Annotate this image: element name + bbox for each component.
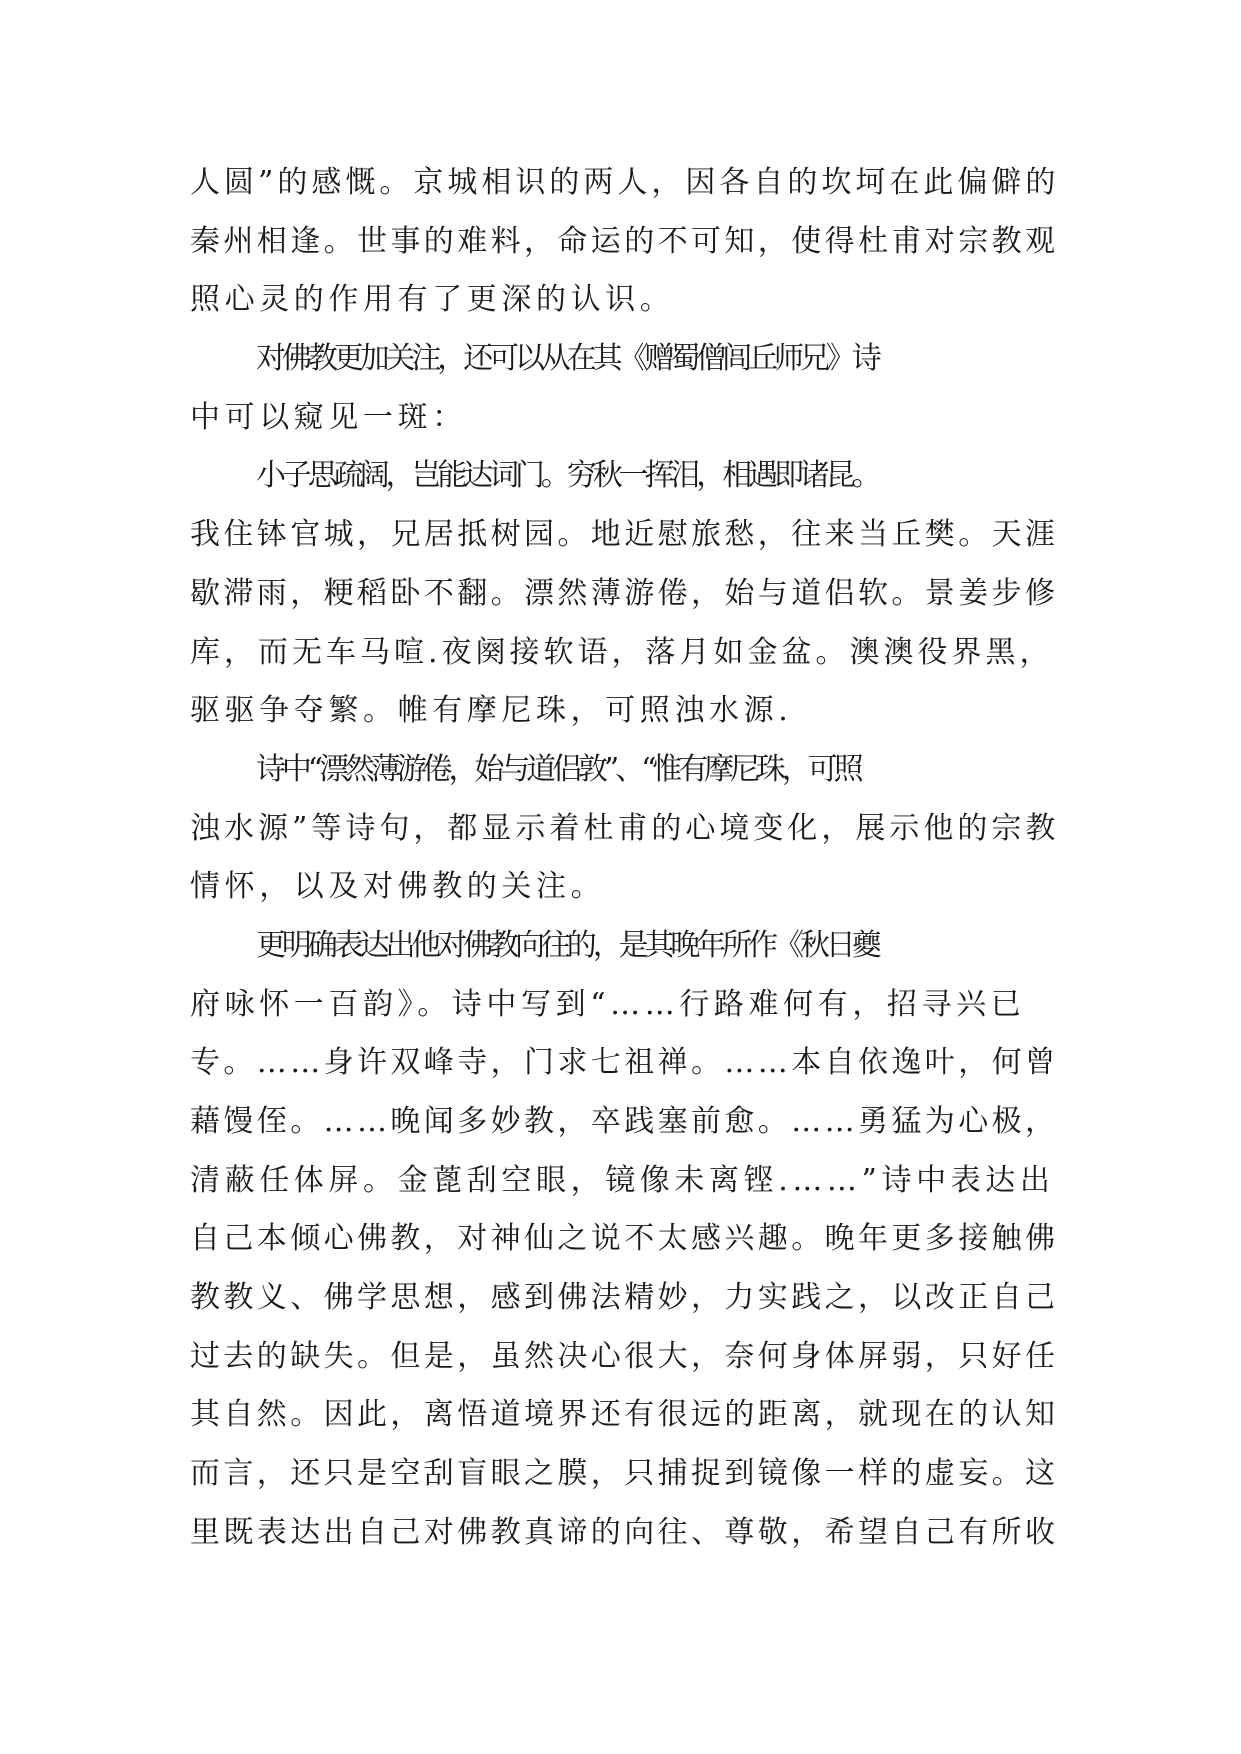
text-line: 中可以窥见一斑： [190,399,467,435]
text-line: 我住钵官城，兄居抵树园。地近慰旅愁，往来当丘樊。天涯 [190,517,1059,553]
text-line: 里既表达出自己对佛教真谛的向往、尊敬，希望自己有所收 [190,1514,1059,1550]
text-line: 情怀，以及对佛教的关注。 [190,869,606,905]
text-line: 照心灵的作用有了更深的认识。 [190,282,675,318]
text-line: 库，而无车马喧.夜阕接软语，落月如金盆。澳澳役界黑， [190,634,1054,670]
text-line: 过去的缺失。但是，虽然决心很大，奈何身体屏弱，只好任 [190,1338,1059,1374]
text-line: 清蔽任体屏。金蓖刮空眼，镜像未离铿.……”诗中表达出 [190,1162,1055,1198]
text-line: 其自然。因此，离悟道境界还有很远的距离，就现在的认知 [190,1397,1059,1433]
text-line: 驱驱争夺繁。帷有摩尼珠，可照浊水源. [190,693,793,729]
text-line: 更明确表达出他对佛教向往的，是其晚年所作《秋日夔 [256,927,878,963]
text-line: 对佛教更加关注，还可以从在其《赠蜀僧闾丘师兄》诗 [256,341,878,377]
text-line: 专。……身许双峰寺，门求七祖禅。……本自依逸叶，何曾 [190,1045,1059,1081]
text-line: 秦州相逢。世事的难料，命运的不可知，使得杜甫对宗教观 [190,223,1059,259]
text-line: 歇滞雨，粳稻卧不翻。漂然薄游倦，始与道侣软。景姜步修 [190,575,1059,611]
text-line: 浊水源”等诗句，都显示着杜甫的心境变化，展示他的宗教 [190,810,1060,846]
text-line: 诗中“漂然薄游倦，始与道侣敦”、“惟有摩尼珠，可照 [256,751,860,787]
text-line: 藉馒侄。……晚闻多妙教，卒践塞前愈。……勇猛为心极， [190,1104,1059,1139]
text-line: 而言，还只是空刮盲眼之膜，只捕捉到镜像一样的虚妄。这 [190,1456,1059,1492]
text-line: 府咏怀一百韵》。诗中写到“……行路难何有，招寻兴已 [190,986,1026,1022]
body-text [190,154,1060,1563]
text-line: 教教义、佛学思想，感到佛法精妙，力实践之，以改正自己 [190,1280,1059,1316]
text-line: 自己本倾心佛教，对神仙之说不太感兴趣。晚年更多接触佛 [190,1221,1059,1257]
text-line: 小子思疏阔，岂能达词门。穷秋一挥泪，相遇即诸昆。 [256,458,878,494]
text-line: 人圆”的感慨。京城相识的两人，因各自的坎坷在此偏僻的 [190,165,1060,200]
